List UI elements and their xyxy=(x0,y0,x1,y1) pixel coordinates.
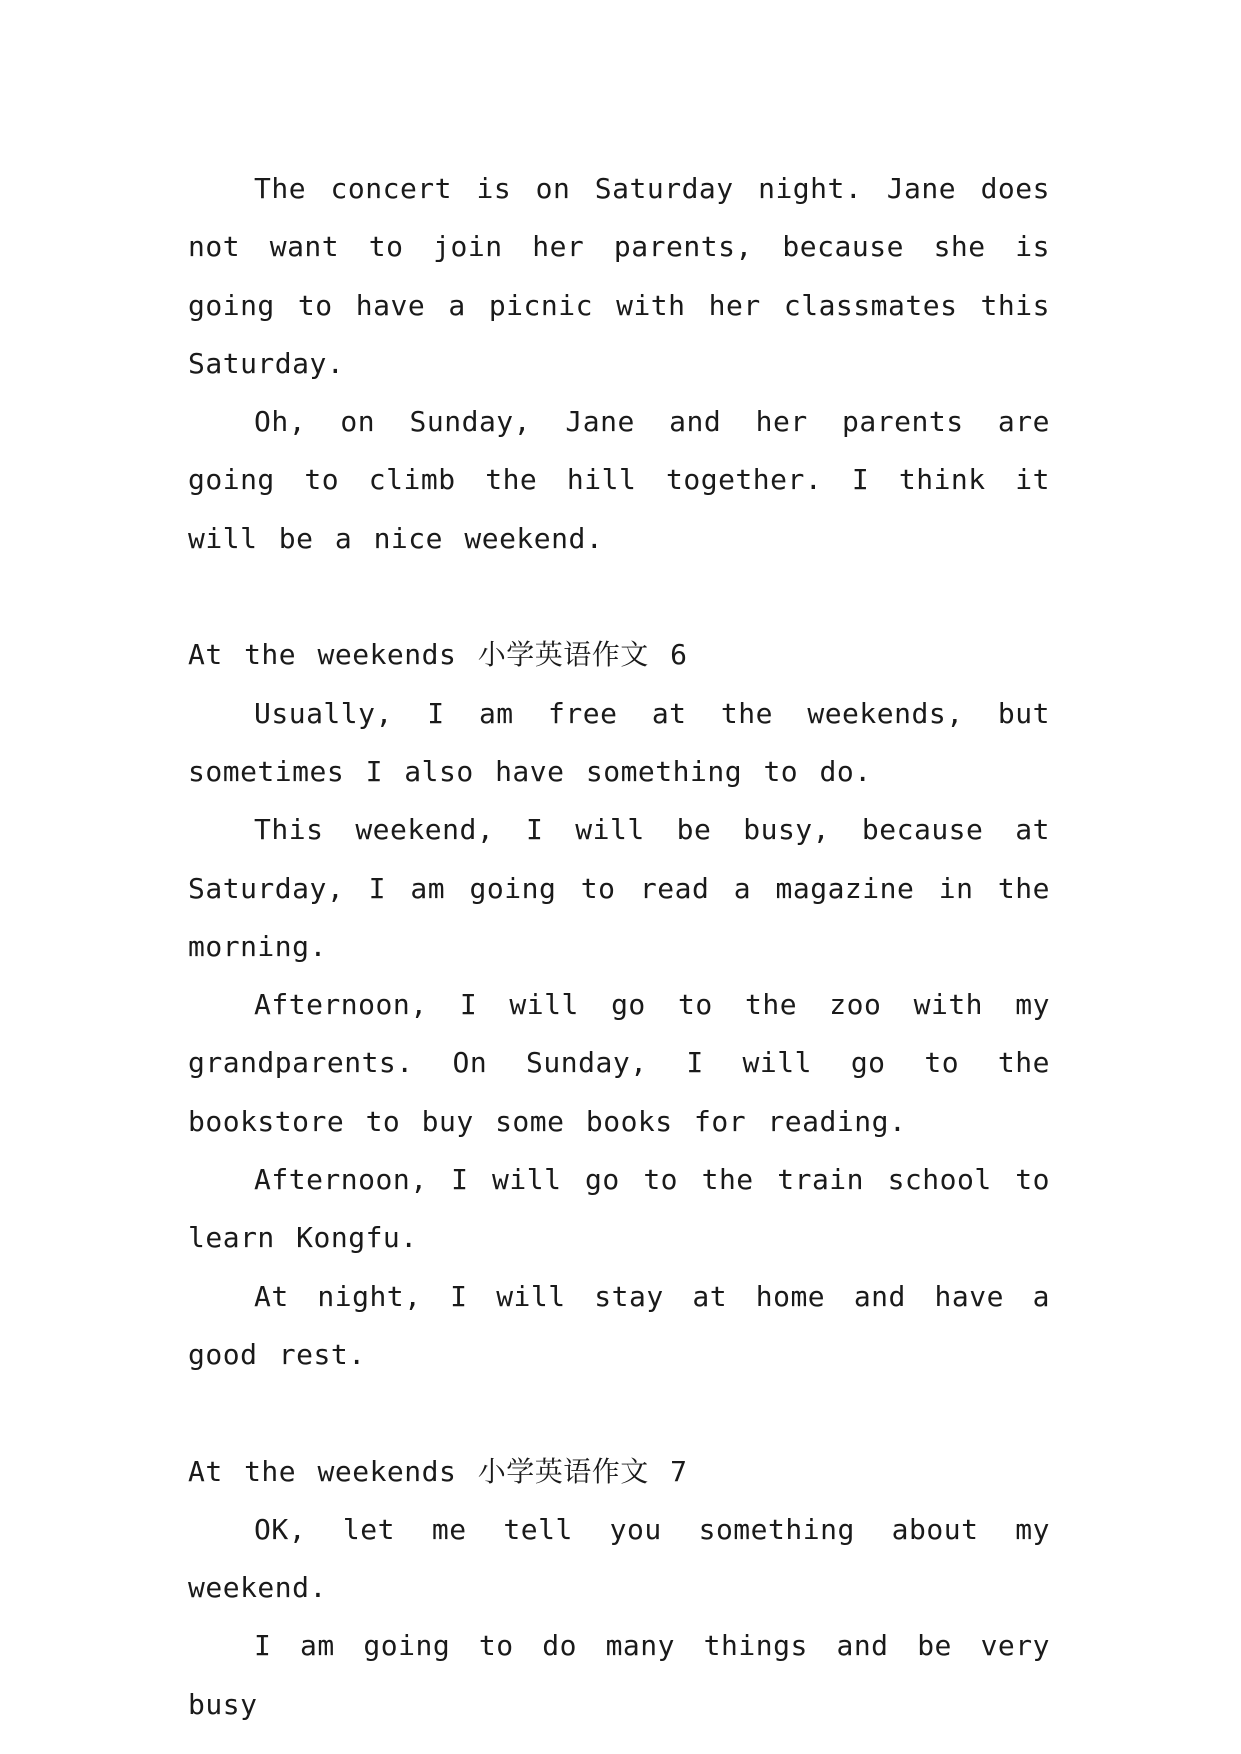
section-gap xyxy=(188,568,1050,626)
document-body xyxy=(188,160,1050,1734)
paragraph: Usually, I am free at the weekends, but sometimes I also have something to do. xyxy=(188,696,1050,788)
paragraph: I am going to do many things and be very busy xyxy=(188,1629,1050,1721)
paragraph: Afternoon, I will go to the zoo with my grandparents. On Sunday, I will go to the bookstore to buy some books for reading. xyxy=(188,988,1050,1138)
section-gap xyxy=(188,1384,1050,1442)
section-heading: At the weekends 小学英语作文 7 xyxy=(188,1454,688,1488)
paragraph: This weekend, I will be busy, because at Saturday, I am going to read a magazine in the morning. xyxy=(188,813,1050,963)
paragraph: The concert is on Saturday night. Jane does not want to join her parents, because she is going to have a picnic with her classmates this Saturday. xyxy=(188,172,1050,380)
paragraph: At night, I will stay at home and have a good rest. xyxy=(188,1279,1050,1371)
paragraph: OK, let me tell you something about my weekend. xyxy=(188,1512,1050,1605)
section-heading: At the weekends 小学英语作文 6 xyxy=(188,638,688,672)
paragraph: Afternoon, I will go to the train school to learn Kongfu. xyxy=(188,1163,1050,1255)
paragraph: Oh, on Sunday, Jane and her parents are going to climb the hill together. I think it will be a nice weekend. xyxy=(188,405,1050,555)
